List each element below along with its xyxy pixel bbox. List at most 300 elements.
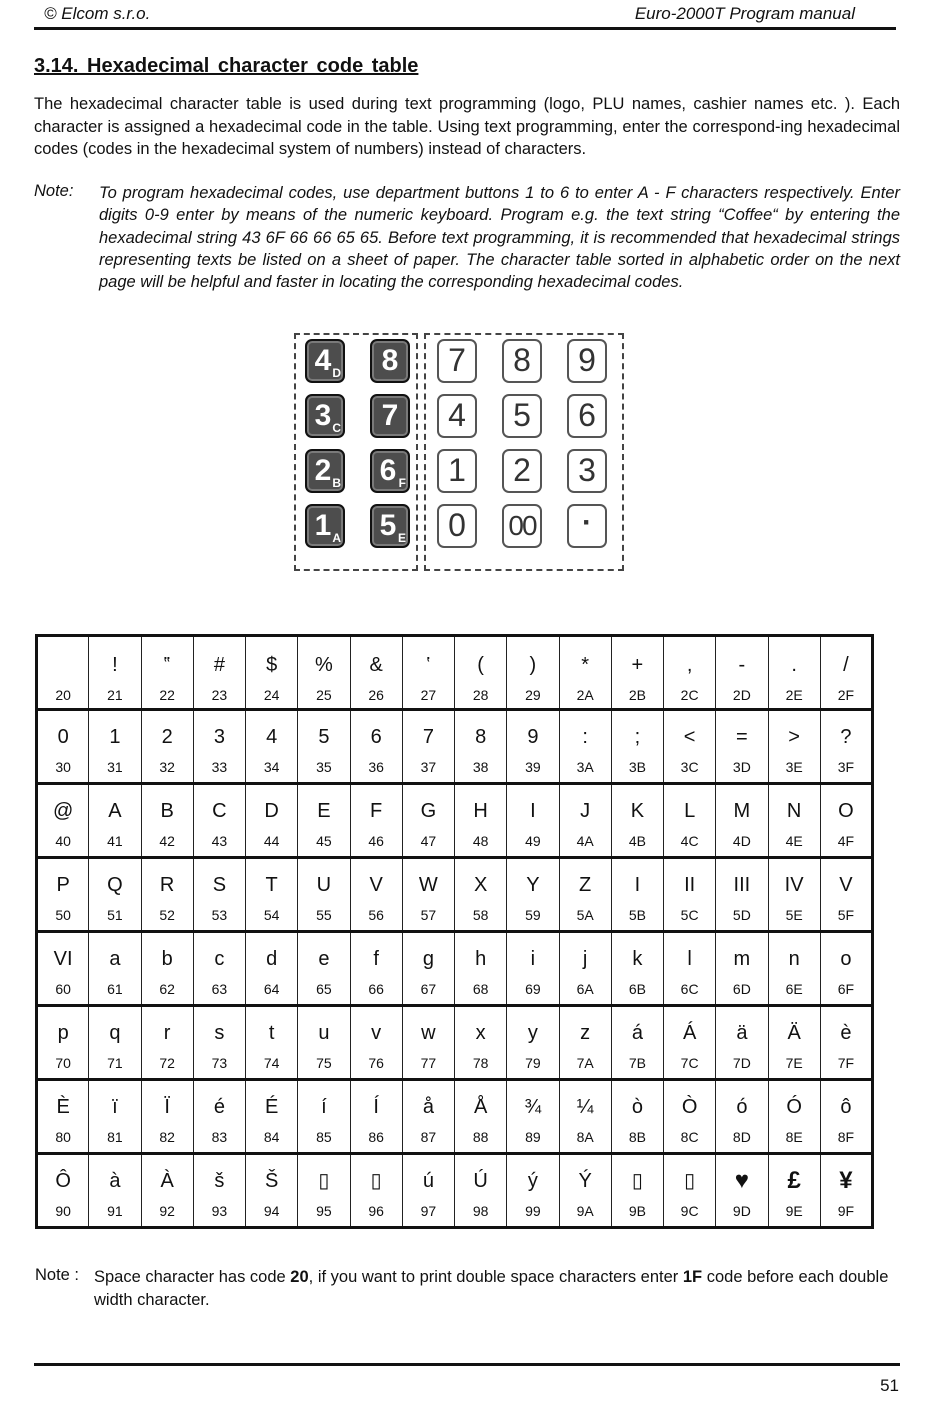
table-cell: [664, 710, 716, 784]
table-cell: [37, 636, 89, 710]
cell-character: %: [314, 654, 333, 676]
table-cell: [559, 1080, 611, 1154]
table-cell: [716, 636, 768, 710]
cell-hex-code: 23: [211, 687, 228, 703]
table-cell: [37, 1154, 89, 1228]
cell-hex-code: 30: [55, 759, 71, 775]
table-cell: [193, 858, 245, 932]
cell-character: u: [318, 1022, 330, 1044]
cell-hex-code: 41: [107, 833, 123, 849]
key-digit: ·: [582, 506, 592, 539]
cell-hex-code: 39: [525, 759, 541, 775]
cell-hex-code: 5A: [576, 907, 594, 923]
cell-character: è: [840, 1022, 852, 1044]
table-cell: [768, 1154, 820, 1228]
cell-hex-code: 85: [316, 1129, 332, 1145]
cell-hex-code: 9F: [837, 1203, 855, 1219]
table-cell: [455, 636, 507, 710]
key-digit: 3: [314, 399, 332, 432]
cell-character: 1: [109, 726, 121, 748]
footnote-text: [94, 1266, 900, 1311]
table-cell: [350, 784, 402, 858]
cell-hex-code: 62: [159, 981, 175, 997]
table-cell: [559, 710, 611, 784]
cell-character: Ò: [681, 1096, 698, 1118]
cell-character: h: [475, 948, 487, 970]
table-cell: [402, 1154, 454, 1228]
footnote-code-space: 20: [290, 1268, 309, 1286]
key-digit: 9: [578, 342, 596, 378]
cell-character: Ý: [578, 1170, 592, 1192]
cell-character: Y: [526, 874, 540, 896]
cell-character: R: [159, 874, 175, 896]
cell-character: .: [791, 654, 797, 676]
table-cell: [193, 636, 245, 710]
table-cell: [455, 858, 507, 932]
table-cell: [246, 636, 298, 710]
cell-hex-code: 66: [368, 981, 384, 997]
cell-character: 7: [422, 726, 434, 748]
table-cell: [89, 1080, 141, 1154]
cell-hex-code: 37: [420, 759, 437, 775]
cell-hex-code: 9A: [576, 1203, 594, 1219]
cell-character: J: [580, 800, 591, 822]
table-cell: [402, 932, 454, 1006]
cell-hex-code: 3D: [732, 759, 751, 775]
table-cell: [141, 710, 193, 784]
cell-character: 6: [370, 726, 382, 748]
cell-hex-code: 65: [316, 981, 332, 997]
cell-hex-code: 87: [420, 1129, 437, 1145]
cell-character: ¼: [576, 1096, 594, 1118]
cell-character: VI: [53, 948, 73, 970]
cell-hex-code: 34: [263, 759, 280, 775]
cell-hex-code: 7A: [576, 1055, 594, 1071]
cell-character: f: [373, 948, 379, 970]
cell-hex-code: 54: [263, 907, 280, 923]
cell-hex-code: 67: [420, 981, 437, 997]
cell-character: ‟: [163, 654, 171, 676]
table-cell: [402, 1080, 454, 1154]
cell-character: B: [160, 800, 174, 822]
table-cell: [716, 710, 768, 784]
cell-character: É: [264, 1096, 279, 1118]
cell-hex-code: 22: [159, 687, 175, 703]
table-cell: [455, 1154, 507, 1228]
table-cell: [246, 1154, 298, 1228]
table-cell: [141, 1080, 193, 1154]
cell-character: ó: [736, 1096, 748, 1118]
table-cell: [455, 1006, 507, 1080]
key-digit: 1: [314, 509, 332, 542]
cell-hex-code: 2E: [785, 687, 803, 703]
cell-character: p: [57, 1022, 69, 1044]
cell-hex-code: 74: [263, 1055, 280, 1071]
cell-hex-code: 5E: [785, 907, 803, 923]
table-cell: [455, 932, 507, 1006]
cell-hex-code: 5D: [732, 907, 751, 923]
cell-character: š: [214, 1170, 225, 1192]
cell-character: $: [266, 654, 278, 676]
cell-character: 0: [57, 726, 69, 748]
cell-hex-code: 27: [420, 687, 437, 703]
cell-hex-code: 42: [159, 833, 175, 849]
table-cell: [716, 932, 768, 1006]
cell-hex-code: 57: [420, 907, 437, 923]
footnote-label: Note :: [35, 1266, 80, 1284]
table-cell: [611, 1080, 663, 1154]
cell-hex-code: 6A: [576, 981, 594, 997]
table-cell: [820, 1080, 872, 1154]
cell-character: g: [422, 948, 434, 970]
table-cell: [402, 784, 454, 858]
cell-hex-code: 92: [159, 1203, 175, 1219]
cell-hex-code: 7F: [837, 1055, 855, 1071]
table-cell: [193, 1080, 245, 1154]
cell-character: H: [473, 800, 488, 822]
table-cell: [193, 1006, 245, 1080]
cell-hex-code: 7E: [785, 1055, 803, 1071]
cell-hex-code: 2D: [732, 687, 751, 703]
table-cell: [664, 858, 716, 932]
numeric-key: [437, 394, 477, 438]
table-cell: [768, 784, 820, 858]
cell-character: +: [631, 654, 644, 676]
cell-character: q: [109, 1022, 121, 1044]
cell-hex-code: 93: [211, 1203, 228, 1219]
cell-character: &: [369, 654, 383, 676]
table-cell: [611, 1006, 663, 1080]
table-cell: [141, 636, 193, 710]
table-row: [37, 1080, 873, 1154]
header-manual-title: Euro-2000T Program manual: [634, 4, 855, 23]
cell-hex-code: 73: [211, 1055, 228, 1071]
cell-character: A: [108, 800, 122, 822]
cell-hex-code: 32: [159, 759, 175, 775]
cell-character: b: [161, 948, 173, 970]
cell-character: Á: [682, 1022, 697, 1044]
cell-character: /: [843, 654, 849, 676]
cell-hex-code: 96: [368, 1203, 384, 1219]
key-digit: 1: [448, 452, 466, 488]
header-copyright: © Elcom s.r.o.: [44, 4, 151, 23]
cell-hex-code: 40: [55, 833, 71, 849]
cell-character: é: [213, 1096, 225, 1118]
table-cell: [298, 858, 350, 932]
cell-character: I: [634, 874, 641, 896]
cell-character: y: [527, 1022, 538, 1044]
table-cell: [559, 1006, 611, 1080]
table-cell: [298, 1080, 350, 1154]
key-digit: 4: [448, 397, 466, 433]
header-rule: [34, 27, 896, 30]
table-cell: [559, 636, 611, 710]
cell-character: II: [684, 874, 696, 896]
table-cell: [507, 932, 559, 1006]
table-cell: [350, 858, 402, 932]
table-cell: [611, 710, 663, 784]
cell-character: 3: [213, 726, 225, 748]
cell-hex-code: 49: [525, 833, 541, 849]
cell-character: I: [530, 800, 536, 822]
cell-character: e: [318, 948, 330, 970]
cell-hex-code: 3F: [837, 759, 855, 775]
numeric-key: [502, 504, 542, 548]
cell-character: ý: [527, 1170, 538, 1192]
cell-character: (: [477, 654, 484, 676]
cell-character: Š: [264, 1170, 279, 1192]
cell-hex-code: 88: [472, 1129, 489, 1145]
key-digit: 0: [448, 507, 466, 543]
cell-hex-code: 9D: [732, 1203, 751, 1219]
cell-hex-code: 25: [316, 687, 332, 703]
cell-hex-code: 60: [55, 981, 71, 997]
cell-hex-code: 8F: [837, 1129, 855, 1145]
table-cell: [820, 858, 872, 932]
cell-character: å: [422, 1096, 434, 1118]
cell-hex-code: 52: [159, 907, 175, 923]
numeric-key: [502, 394, 542, 438]
table-cell: [664, 1006, 716, 1080]
cell-hex-code: 4B: [628, 833, 646, 849]
cell-hex-code: 97: [420, 1203, 437, 1219]
table-cell: [768, 636, 820, 710]
cell-hex-code: 3C: [680, 759, 699, 775]
table-cell: [820, 932, 872, 1006]
table-cell: [664, 932, 716, 1006]
cell-character: ò: [631, 1096, 643, 1118]
table-cell: [141, 784, 193, 858]
key-digit: 5: [513, 397, 531, 433]
table-cell: [716, 1154, 768, 1228]
department-key-2: [305, 449, 345, 493]
cell-hex-code: 5B: [628, 907, 646, 923]
cell-character: d: [266, 948, 278, 970]
cell-hex-code: 91: [107, 1203, 123, 1219]
key-digit: 8: [381, 344, 399, 377]
cell-hex-code: 59: [525, 907, 541, 923]
cell-character: à: [109, 1170, 121, 1192]
cell-hex-code: 21: [107, 687, 123, 703]
cell-character: ▯: [684, 1170, 696, 1192]
cell-character: a: [109, 948, 121, 970]
cell-character: !: [112, 654, 118, 676]
cell-character: =: [736, 726, 748, 748]
cell-character: k: [632, 948, 643, 970]
section-title: 3.14. Hexadecimal character code table: [34, 55, 419, 77]
table-cell: [89, 784, 141, 858]
table-cell: [298, 1006, 350, 1080]
table-row: [37, 784, 873, 858]
cell-hex-code: 51: [107, 907, 123, 923]
table-cell: [664, 1080, 716, 1154]
cell-hex-code: 46: [368, 833, 384, 849]
table-cell: [455, 784, 507, 858]
cell-hex-code: 2A: [576, 687, 594, 703]
cell-hex-code: 83: [211, 1129, 228, 1145]
cell-character: V: [839, 874, 853, 896]
cell-hex-code: 2C: [680, 687, 699, 703]
cell-character: á: [631, 1022, 643, 1044]
cell-hex-code: 8E: [785, 1129, 803, 1145]
cell-character: *: [581, 654, 590, 676]
table-cell: [611, 636, 663, 710]
table-cell: [298, 1154, 350, 1228]
table-cell: [507, 636, 559, 710]
cell-hex-code: 45: [316, 833, 332, 849]
table-cell: [402, 710, 454, 784]
table-cell: [37, 932, 89, 1006]
cell-character: IV: [784, 874, 804, 896]
table-cell: [193, 932, 245, 1006]
cell-character: <: [683, 726, 696, 748]
table-cell: [716, 1080, 768, 1154]
cell-hex-code: 4A: [576, 833, 594, 849]
table-cell: [141, 1006, 193, 1080]
cell-hex-code: 80: [55, 1129, 71, 1145]
cell-hex-code: 6F: [837, 981, 855, 997]
table-row: [37, 1006, 873, 1080]
footer-rule: [34, 1363, 900, 1366]
cell-hex-code: 9E: [785, 1203, 803, 1219]
cell-character: ‛: [426, 654, 431, 676]
cell-character: j: [582, 948, 588, 970]
table-cell: [507, 1154, 559, 1228]
cell-character: ;: [634, 726, 641, 748]
cell-hex-code: 6E: [785, 981, 803, 997]
table-cell: [141, 858, 193, 932]
table-cell: [246, 710, 298, 784]
cell-character: ▯: [370, 1170, 382, 1192]
key-hex-letter: B: [332, 476, 341, 490]
cell-character: ▯: [631, 1170, 643, 1192]
footnote-code-double: 1F: [682, 1268, 703, 1286]
cell-character: m: [733, 948, 751, 970]
cell-character: Q: [107, 874, 123, 896]
cell-character: x: [475, 1022, 486, 1044]
cell-hex-code: 8B: [628, 1129, 646, 1145]
cell-hex-code: 48: [472, 833, 489, 849]
intro-paragraph: The hexadecimal character table is used during text programming (logo, PLU names, cashier names etc. ). Each character is assigned a hexadecimal code in the table. Using text programming, enter the correspond-ing hexadecimal codes (codes in the hexadecimal system of numbers) instead of characters.: [34, 95, 900, 158]
table-cell: [559, 784, 611, 858]
cell-hex-code: 3E: [785, 759, 803, 775]
cell-hex-code: 70: [55, 1055, 71, 1071]
cell-character: Å: [473, 1096, 488, 1118]
cell-character: O: [838, 800, 854, 822]
cell-hex-code: 56: [368, 907, 384, 923]
cell-hex-code: 35: [316, 759, 332, 775]
cell-character: 8: [475, 726, 487, 748]
department-key-4: [305, 339, 345, 383]
table-row: [37, 710, 873, 784]
table-cell: [37, 1006, 89, 1080]
table-cell: [193, 784, 245, 858]
table-cell: [350, 636, 402, 710]
cell-character: G: [420, 800, 437, 822]
cell-character: C: [212, 800, 227, 822]
cell-character: v: [371, 1022, 382, 1044]
cell-hex-code: 6C: [680, 981, 699, 997]
table-cell: [455, 710, 507, 784]
cell-character: ♥: [734, 1167, 749, 1194]
table-cell: [37, 710, 89, 784]
cell-character: 2: [161, 726, 173, 748]
table-cell: [246, 1080, 298, 1154]
table-row: [37, 932, 873, 1006]
table-cell: [507, 784, 559, 858]
table-cell: [298, 710, 350, 784]
cell-character: w: [421, 1022, 436, 1044]
cell-hex-code: 71: [107, 1055, 123, 1071]
table-cell: [89, 1154, 141, 1228]
table-cell: [246, 858, 298, 932]
key-hex-letter: F: [398, 476, 406, 490]
cell-character: ▯: [318, 1170, 330, 1192]
cell-character: ú: [422, 1170, 434, 1192]
table-cell: [611, 858, 663, 932]
cell-hex-code: 84: [263, 1129, 280, 1145]
cell-hex-code: 36: [368, 759, 384, 775]
key-digit: 3: [578, 452, 596, 488]
table-cell: [246, 784, 298, 858]
cell-character: Í: [373, 1096, 379, 1118]
table-cell: [716, 1006, 768, 1080]
table-cell: [768, 1080, 820, 1154]
table-cell: [89, 932, 141, 1006]
cell-character: È: [56, 1096, 70, 1118]
cell-hex-code: 53: [211, 907, 228, 923]
cell-hex-code: 6D: [732, 981, 751, 997]
cell-character: ¥: [839, 1167, 853, 1194]
page-number: 51: [880, 1376, 899, 1395]
cell-character: í: [321, 1096, 327, 1118]
key-digit: 6: [379, 454, 397, 487]
cell-hex-code: 72: [159, 1055, 175, 1071]
cell-character: Ä: [787, 1022, 801, 1044]
cell-hex-code: 28: [472, 687, 489, 703]
table-cell: [768, 1006, 820, 1080]
table-cell: [193, 1154, 245, 1228]
numeric-key: [437, 504, 477, 548]
cell-hex-code: 33: [211, 759, 228, 775]
table-row: [37, 1154, 873, 1228]
cell-hex-code: 43: [211, 833, 228, 849]
cell-hex-code: 2B: [628, 687, 646, 703]
table-cell: [820, 784, 872, 858]
numeric-key: [502, 449, 542, 493]
table-cell: [664, 1154, 716, 1228]
cell-character: ): [529, 654, 537, 676]
table-cell: [768, 932, 820, 1006]
key-digit: 7: [448, 342, 466, 378]
cell-hex-code: 31: [107, 759, 123, 775]
cell-character: ô: [840, 1096, 852, 1118]
cell-hex-code: 86: [368, 1129, 384, 1145]
table-cell: [402, 858, 454, 932]
table-cell: [559, 1154, 611, 1228]
cell-character: III: [733, 874, 751, 896]
footnote-part: code before each double width character.: [94, 1268, 889, 1309]
numeric-key: [502, 339, 542, 383]
cell-character: -: [738, 654, 746, 676]
cell-character: ¾: [524, 1096, 542, 1118]
cell-hex-code: 58: [472, 907, 489, 923]
key-digit: 5: [379, 509, 397, 542]
cell-hex-code: 99: [525, 1203, 541, 1219]
cell-hex-code: 89: [525, 1129, 541, 1145]
table-cell: [611, 932, 663, 1006]
cell-hex-code: 61: [107, 981, 123, 997]
